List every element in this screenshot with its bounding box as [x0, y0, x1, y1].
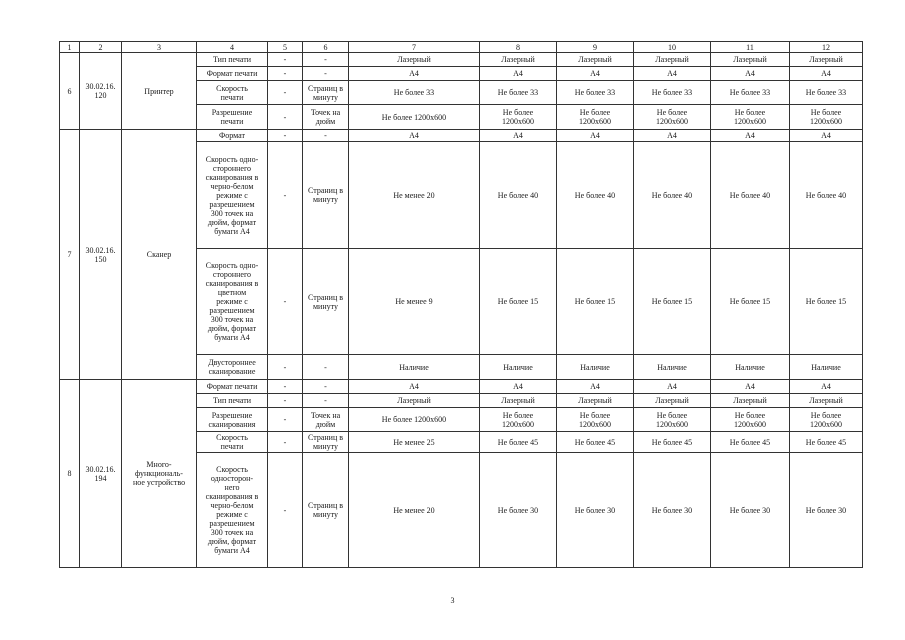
value-cell: Не более 1200х600	[790, 105, 863, 130]
dash-cell: -	[268, 453, 303, 568]
dash-cell: -	[268, 67, 303, 81]
value-cell: А4	[557, 380, 634, 394]
value-cell: Не более 15	[634, 249, 711, 355]
unit-cell: -	[303, 53, 349, 67]
value-cell: Лазерный	[634, 53, 711, 67]
value-cell: Лазерный	[557, 53, 634, 67]
column-number-cell: 3	[122, 42, 197, 53]
value-cell: Не более 1200х600	[711, 105, 790, 130]
unit-cell: Страниц в минуту	[303, 432, 349, 453]
value-cell: Не более 45	[480, 432, 557, 453]
okpd-code-cell: 30.02.16. 120	[80, 53, 122, 130]
value-cell: Не более 30	[711, 453, 790, 568]
value-cell: Не менее 20	[349, 453, 480, 568]
column-number-cell: 9	[557, 42, 634, 53]
unit-cell: Точек на дюйм	[303, 105, 349, 130]
value-cell: А4	[480, 380, 557, 394]
value-cell: Не более 40	[480, 142, 557, 249]
unit-cell: -	[303, 394, 349, 408]
value-cell: Не менее 9	[349, 249, 480, 355]
column-number-cell: 2	[80, 42, 122, 53]
value-cell: А4	[557, 67, 634, 81]
value-cell: А4	[711, 67, 790, 81]
parameter-cell: Тип печати	[197, 394, 268, 408]
column-number-cell: 10	[634, 42, 711, 53]
value-cell: Не более 1200х600	[634, 105, 711, 130]
value-cell: А4	[790, 130, 863, 142]
value-cell: Лазерный	[557, 394, 634, 408]
value-cell: Не более 30	[790, 453, 863, 568]
dash-cell: -	[268, 53, 303, 67]
value-cell: А4	[634, 380, 711, 394]
parameter-cell: Скорость печати	[197, 432, 268, 453]
parameter-cell: Тип печати	[197, 53, 268, 67]
dash-cell: -	[268, 432, 303, 453]
value-cell: Не более 45	[711, 432, 790, 453]
parameter-cell: Формат печати	[197, 380, 268, 394]
value-cell: Не более 1200х600	[349, 408, 480, 432]
value-cell: Наличие	[349, 355, 480, 380]
value-cell: Не более 45	[557, 432, 634, 453]
table-row	[60, 130, 863, 142]
value-cell: А4	[349, 67, 480, 81]
value-cell: А4	[790, 380, 863, 394]
item-name-cell: Принтер	[122, 53, 197, 130]
table-row	[60, 53, 863, 67]
column-number-cell: 5	[268, 42, 303, 53]
value-cell: Наличие	[557, 355, 634, 380]
parameter-cell: Скорость одно- стороннего сканирования в черно-белом режиме с разрешением 300 точек на дюйм, формат бумаги А4	[197, 142, 268, 249]
value-cell: Не менее 20	[349, 142, 480, 249]
value-cell: А4	[634, 67, 711, 81]
dash-cell: -	[268, 355, 303, 380]
dash-cell: -	[268, 380, 303, 394]
value-cell: А4	[634, 130, 711, 142]
column-number-cell: 12	[790, 42, 863, 53]
unit-cell: Страниц в минуту	[303, 81, 349, 105]
dash-cell: -	[268, 249, 303, 355]
value-cell: Не более 30	[557, 453, 634, 568]
value-cell: Не более 40	[790, 142, 863, 249]
value-cell: Не более 33	[480, 81, 557, 105]
value-cell: А4	[711, 380, 790, 394]
value-cell: А4	[711, 130, 790, 142]
value-cell: Не более 33	[557, 81, 634, 105]
parameter-cell: Формат	[197, 130, 268, 142]
value-cell: Лазерный	[790, 394, 863, 408]
dash-cell: -	[268, 394, 303, 408]
value-cell: Не более 30	[480, 453, 557, 568]
parameter-cell: Скорость печати	[197, 81, 268, 105]
unit-cell: -	[303, 355, 349, 380]
value-cell: А4	[480, 67, 557, 81]
value-cell: Не более 15	[790, 249, 863, 355]
page-number: 3	[450, 596, 455, 605]
item-name-cell: Сканер	[122, 130, 197, 380]
value-cell: Не более 15	[557, 249, 634, 355]
parameter-cell: Разрешение печати	[197, 105, 268, 130]
value-cell: Не более 40	[634, 142, 711, 249]
value-cell: Лазерный	[790, 53, 863, 67]
value-cell: Лазерный	[349, 53, 480, 67]
dash-cell: -	[268, 142, 303, 249]
unit-cell: Точек на дюйм	[303, 408, 349, 432]
value-cell: Не более 33	[790, 81, 863, 105]
value-cell: Не более 1200х600	[634, 408, 711, 432]
value-cell: Не менее 25	[349, 432, 480, 453]
column-number-cell: 7	[349, 42, 480, 53]
value-cell: А4	[349, 380, 480, 394]
value-cell: Не более 15	[480, 249, 557, 355]
parameter-cell: Двустороннее сканирование	[197, 355, 268, 380]
value-cell: Не более 1200х600	[711, 408, 790, 432]
value-cell: Лазерный	[480, 394, 557, 408]
value-cell: Наличие	[480, 355, 557, 380]
value-cell: Не более 1200х600	[557, 408, 634, 432]
unit-cell: Страниц в минуту	[303, 142, 349, 249]
spec-table	[59, 41, 863, 568]
column-number-row	[60, 42, 863, 53]
dash-cell: -	[268, 105, 303, 130]
dash-cell: -	[268, 130, 303, 142]
value-cell: А4	[349, 130, 480, 142]
unit-cell: -	[303, 67, 349, 81]
column-number-cell: 11	[711, 42, 790, 53]
parameter-cell: Скорость односторон- него сканирования в черно-белом режиме с разрешением 300 точек на дюйм, формат бумаги А4	[197, 453, 268, 568]
column-number-cell: 4	[197, 42, 268, 53]
value-cell: А4	[557, 130, 634, 142]
value-cell: Не более 45	[790, 432, 863, 453]
item-name-cell: Много- функциональ- ное устройство	[122, 380, 197, 568]
value-cell: Наличие	[634, 355, 711, 380]
column-number-cell: 1	[60, 42, 80, 53]
value-cell: Не более 15	[711, 249, 790, 355]
dash-cell: -	[268, 81, 303, 105]
table-row	[60, 380, 863, 394]
value-cell: Лазерный	[349, 394, 480, 408]
column-number-cell: 6	[303, 42, 349, 53]
value-cell: Лазерный	[711, 53, 790, 67]
value-cell: Не более 33	[349, 81, 480, 105]
value-cell: Не более 33	[634, 81, 711, 105]
value-cell: Лазерный	[711, 394, 790, 408]
okpd-code-cell: 30.02.16. 150	[80, 130, 122, 380]
value-cell: Не более 30	[634, 453, 711, 568]
value-cell: А4	[790, 67, 863, 81]
unit-cell: -	[303, 130, 349, 142]
parameter-cell: Формат печати	[197, 67, 268, 81]
value-cell: Не более 1200х600	[480, 408, 557, 432]
parameter-cell: Разрешение сканирования	[197, 408, 268, 432]
unit-cell: Страниц в минуту	[303, 249, 349, 355]
unit-cell: -	[303, 380, 349, 394]
item-number-cell: 6	[60, 53, 80, 130]
item-number-cell: 8	[60, 380, 80, 568]
value-cell: Наличие	[711, 355, 790, 380]
value-cell: Не более 40	[557, 142, 634, 249]
unit-cell: Страниц в минуту	[303, 453, 349, 568]
value-cell: Не более 1200х600	[557, 105, 634, 130]
value-cell: Наличие	[790, 355, 863, 380]
value-cell: Не более 1200х600	[349, 105, 480, 130]
value-cell: Лазерный	[480, 53, 557, 67]
column-number-cell: 8	[480, 42, 557, 53]
value-cell: Не более 45	[634, 432, 711, 453]
value-cell: Не более 1200х600	[480, 105, 557, 130]
okpd-code-cell: 30.02.16. 194	[80, 380, 122, 568]
item-number-cell: 7	[60, 130, 80, 380]
value-cell: Не более 33	[711, 81, 790, 105]
value-cell: Не более 40	[711, 142, 790, 249]
dash-cell: -	[268, 408, 303, 432]
parameter-cell: Скорость одно- стороннего сканирования в цветном режиме с разрешением 300 точек на дюйм, формат бумаги А4	[197, 249, 268, 355]
value-cell: Не более 1200х600	[790, 408, 863, 432]
value-cell: А4	[480, 130, 557, 142]
value-cell: Лазерный	[634, 394, 711, 408]
